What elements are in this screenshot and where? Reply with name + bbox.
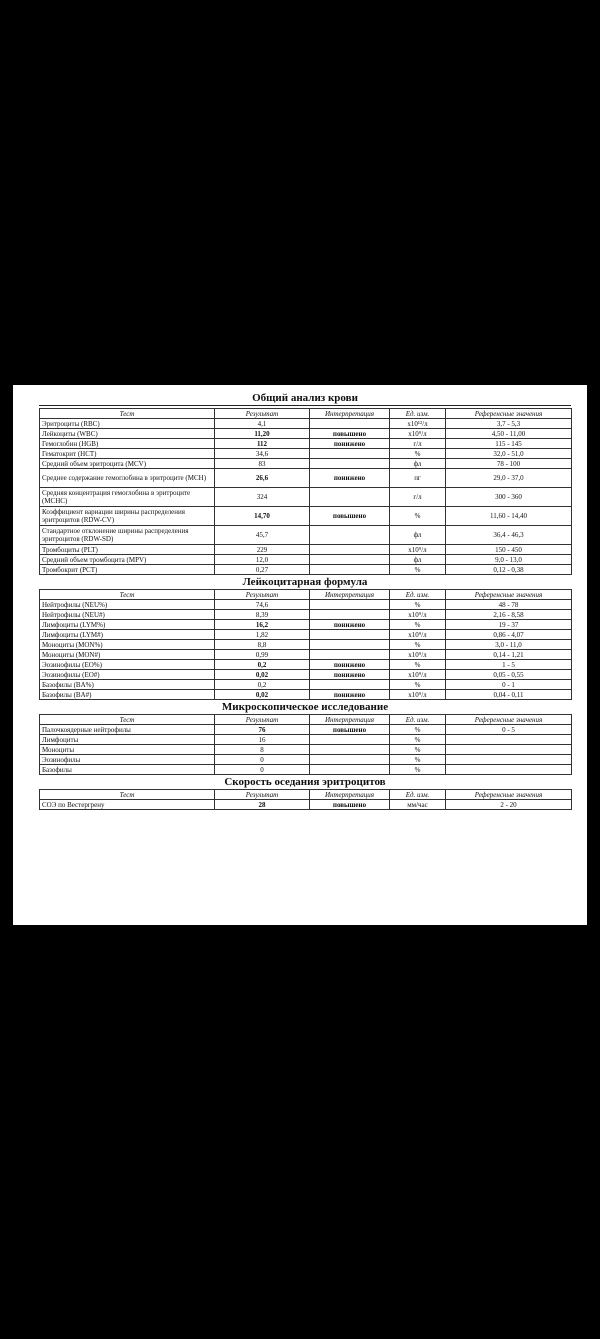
cell-result: 74,6 bbox=[215, 600, 310, 610]
header-ref: Референсные значения bbox=[446, 590, 572, 600]
cell-interp: понижено bbox=[310, 660, 390, 670]
table-row bbox=[40, 630, 572, 640]
cell-interp bbox=[310, 735, 390, 745]
cell-result: 0,02 bbox=[215, 670, 310, 680]
cell-unit: пг bbox=[390, 469, 446, 488]
header-result: Результат bbox=[215, 715, 310, 725]
cell-result: 0,2 bbox=[215, 660, 310, 670]
table-row bbox=[40, 565, 572, 575]
cell-interp bbox=[310, 745, 390, 755]
cell-interp bbox=[310, 565, 390, 575]
cell-ref: 2,16 - 8,58 bbox=[446, 610, 572, 620]
table-row bbox=[40, 745, 572, 755]
cell-unit: х10⁹/л bbox=[390, 650, 446, 660]
cell-unit: г/л bbox=[390, 439, 446, 449]
table-row bbox=[40, 755, 572, 765]
header-test: Тест bbox=[40, 590, 215, 600]
results-table bbox=[39, 789, 572, 810]
lab-report-content bbox=[39, 391, 571, 810]
cell-test: Средний объем тромбоцита (MPV) bbox=[40, 555, 215, 565]
cell-test: Моноциты bbox=[40, 745, 215, 755]
cell-unit: х10⁹/л bbox=[390, 429, 446, 439]
header-unit: Ед. изм. bbox=[390, 409, 446, 419]
cell-test: Базофилы (BA#) bbox=[40, 690, 215, 700]
cell-unit: мм/час bbox=[390, 800, 446, 810]
cell-result: 11,20 bbox=[215, 429, 310, 439]
cell-unit: фл bbox=[390, 459, 446, 469]
cell-result: 4,1 bbox=[215, 419, 310, 429]
cell-ref: 19 - 37 bbox=[446, 620, 572, 630]
cell-unit: х10⁹/л bbox=[390, 630, 446, 640]
cell-result: 324 bbox=[215, 488, 310, 507]
cell-interp: повышено bbox=[310, 725, 390, 735]
table-row bbox=[40, 507, 572, 526]
cell-test: Эозинофилы (EO#) bbox=[40, 670, 215, 680]
cell-test: Средний объем эритроцита (MCV) bbox=[40, 459, 215, 469]
cell-ref: 0 - 1 bbox=[446, 680, 572, 690]
cell-interp bbox=[310, 640, 390, 650]
table-row bbox=[40, 725, 572, 735]
cell-ref bbox=[446, 735, 572, 745]
table-row bbox=[40, 620, 572, 630]
cell-result: 0 bbox=[215, 755, 310, 765]
cell-ref: 0,12 - 0,38 bbox=[446, 565, 572, 575]
cell-interp bbox=[310, 488, 390, 507]
table-row bbox=[40, 449, 572, 459]
cell-unit: % bbox=[390, 725, 446, 735]
lab-report-sheet bbox=[13, 385, 587, 925]
cell-test: Тромбокрит (PCT) bbox=[40, 565, 215, 575]
cell-ref: 150 - 450 bbox=[446, 545, 572, 555]
cell-test: Моноциты (MON#) bbox=[40, 650, 215, 660]
table-row bbox=[40, 429, 572, 439]
cell-ref: 4,50 - 11,00 bbox=[446, 429, 572, 439]
table-row bbox=[40, 680, 572, 690]
cell-ref: 2 - 20 bbox=[446, 800, 572, 810]
table-row bbox=[40, 765, 572, 775]
cell-unit: % bbox=[390, 755, 446, 765]
cell-ref bbox=[446, 745, 572, 755]
cell-interp: понижено bbox=[310, 690, 390, 700]
cell-test: Эозинофилы (EO%) bbox=[40, 660, 215, 670]
cell-result: 16 bbox=[215, 735, 310, 745]
cell-test: СОЭ по Вестергрену bbox=[40, 800, 215, 810]
cell-test: Лимфоциты (LYM#) bbox=[40, 630, 215, 640]
cell-result: 8,39 bbox=[215, 610, 310, 620]
cell-interp bbox=[310, 600, 390, 610]
cell-ref: 78 - 100 bbox=[446, 459, 572, 469]
cell-unit: % bbox=[390, 600, 446, 610]
table-row bbox=[40, 800, 572, 810]
table-row bbox=[40, 610, 572, 620]
cell-interp: повышено bbox=[310, 800, 390, 810]
cell-interp bbox=[310, 449, 390, 459]
header-unit: Ед. изм. bbox=[390, 790, 446, 800]
cell-test: Тромбоциты (PLT) bbox=[40, 545, 215, 555]
header-result: Результат bbox=[215, 590, 310, 600]
table-row bbox=[40, 545, 572, 555]
cell-result: 12,0 bbox=[215, 555, 310, 565]
cell-unit: х10⁹/л bbox=[390, 690, 446, 700]
cell-interp bbox=[310, 419, 390, 429]
cell-result: 0,99 bbox=[215, 650, 310, 660]
cell-interp bbox=[310, 545, 390, 555]
cell-unit: % bbox=[390, 565, 446, 575]
header-row bbox=[40, 409, 572, 419]
cell-ref: 32,0 - 51,0 bbox=[446, 449, 572, 459]
cell-unit: х10⁹/л bbox=[390, 545, 446, 555]
cell-ref bbox=[446, 755, 572, 765]
table-row bbox=[40, 735, 572, 745]
table-row bbox=[40, 526, 572, 545]
cell-unit: фл bbox=[390, 555, 446, 565]
cell-ref: 0 - 5 bbox=[446, 725, 572, 735]
cell-interp: понижено bbox=[310, 620, 390, 630]
cell-interp bbox=[310, 765, 390, 775]
cell-ref: 115 - 145 bbox=[446, 439, 572, 449]
cell-test: Лимфоциты bbox=[40, 735, 215, 745]
section-title: Скорость оседания эритроцитов bbox=[224, 776, 386, 788]
header-interp: Интерпретация bbox=[310, 590, 390, 600]
cell-test: Эритроциты (RBC) bbox=[40, 419, 215, 429]
cell-unit: % bbox=[390, 507, 446, 526]
cell-result: 0,27 bbox=[215, 565, 310, 575]
cell-unit: х10¹²/л bbox=[390, 419, 446, 429]
cell-unit: % bbox=[390, 620, 446, 630]
cell-interp bbox=[310, 610, 390, 620]
cell-ref: 0,05 - 0,55 bbox=[446, 670, 572, 680]
header-row bbox=[40, 590, 572, 600]
table-row bbox=[40, 419, 572, 429]
cell-result: 8,8 bbox=[215, 640, 310, 650]
cell-test: Базофилы bbox=[40, 765, 215, 775]
results-table bbox=[39, 589, 572, 700]
header-row bbox=[40, 715, 572, 725]
cell-result: 76 bbox=[215, 725, 310, 735]
cell-result: 45,7 bbox=[215, 526, 310, 545]
table-row bbox=[40, 670, 572, 680]
cell-interp bbox=[310, 630, 390, 640]
cell-ref: 0,04 - 0,11 bbox=[446, 690, 572, 700]
cell-unit: % bbox=[390, 735, 446, 745]
cell-unit: х10⁹/л bbox=[390, 670, 446, 680]
cell-ref: 36,4 - 46,3 bbox=[446, 526, 572, 545]
cell-unit: х10⁹/л bbox=[390, 610, 446, 620]
title-rule bbox=[39, 405, 571, 406]
cell-interp bbox=[310, 755, 390, 765]
section-title: Общий анализ крови bbox=[252, 392, 358, 404]
cell-ref: 48 - 78 bbox=[446, 600, 572, 610]
header-unit: Ед. изм. bbox=[390, 590, 446, 600]
cell-ref: 9,0 - 13,0 bbox=[446, 555, 572, 565]
cell-test: Базофилы (BA%) bbox=[40, 680, 215, 690]
cell-result: 0,02 bbox=[215, 690, 310, 700]
cell-test: Нейтрофилы (NEU#) bbox=[40, 610, 215, 620]
header-interp: Интерпретация bbox=[310, 790, 390, 800]
cell-test: Коэффициент вариации ширины распределения эритроцитов (RDW-CV) bbox=[40, 507, 215, 526]
section-title: Микроскопическое исследование bbox=[221, 701, 389, 713]
cell-result: 34,6 bbox=[215, 449, 310, 459]
cell-test: Нейтрофилы (NEU%) bbox=[40, 600, 215, 610]
cell-result: 8 bbox=[215, 745, 310, 755]
header-result: Результат bbox=[215, 790, 310, 800]
cell-test: Гематокрит (HCT) bbox=[40, 449, 215, 459]
cell-unit: % bbox=[390, 640, 446, 650]
cell-test: Средняя концентрация гемоглобина в эритроците (MCHC) bbox=[40, 488, 215, 507]
cell-result: 14,70 bbox=[215, 507, 310, 526]
results-table bbox=[39, 714, 572, 775]
cell-result: 83 bbox=[215, 459, 310, 469]
cell-unit: % bbox=[390, 680, 446, 690]
cell-test: Моноциты (MON%) bbox=[40, 640, 215, 650]
cell-interp: повышено bbox=[310, 507, 390, 526]
cell-interp: повышено bbox=[310, 429, 390, 439]
cell-unit: % bbox=[390, 449, 446, 459]
header-test: Тест bbox=[40, 790, 215, 800]
table-row bbox=[40, 488, 572, 507]
table-row bbox=[40, 690, 572, 700]
cell-result: 28 bbox=[215, 800, 310, 810]
cell-test: Среднее содержание гемоглобина в эритроците (MCH) bbox=[40, 469, 215, 488]
cell-ref: 0,14 - 1,21 bbox=[446, 650, 572, 660]
cell-interp bbox=[310, 555, 390, 565]
cell-unit: фл bbox=[390, 526, 446, 545]
cell-ref: 29,0 - 37,0 bbox=[446, 469, 572, 488]
cell-unit: % bbox=[390, 765, 446, 775]
cell-ref: 0,86 - 4,07 bbox=[446, 630, 572, 640]
cell-result: 112 bbox=[215, 439, 310, 449]
cell-interp: понижено bbox=[310, 469, 390, 488]
cell-ref: 1 - 5 bbox=[446, 660, 572, 670]
cell-ref bbox=[446, 765, 572, 775]
header-ref: Референсные значения bbox=[446, 715, 572, 725]
cell-interp bbox=[310, 459, 390, 469]
table-row bbox=[40, 555, 572, 565]
table-row bbox=[40, 600, 572, 610]
cell-result: 26,6 bbox=[215, 469, 310, 488]
cell-interp bbox=[310, 650, 390, 660]
table-row bbox=[40, 439, 572, 449]
table-row bbox=[40, 459, 572, 469]
header-unit: Ед. изм. bbox=[390, 715, 446, 725]
header-interp: Интерпретация bbox=[310, 715, 390, 725]
header-result: Результат bbox=[215, 409, 310, 419]
cell-result: 229 bbox=[215, 545, 310, 555]
cell-test: Лимфоциты (LYM%) bbox=[40, 620, 215, 630]
cell-test: Палочкоядерные нейтрофилы bbox=[40, 725, 215, 735]
table-row bbox=[40, 660, 572, 670]
header-test: Тест bbox=[40, 715, 215, 725]
section-title: Лейкоцитарная формула bbox=[242, 576, 368, 588]
cell-test: Лейкоциты (WBC) bbox=[40, 429, 215, 439]
cell-test: Эозинофилы bbox=[40, 755, 215, 765]
header-ref: Референсные значения bbox=[446, 409, 572, 419]
cell-result: 0,2 bbox=[215, 680, 310, 690]
header-row bbox=[40, 790, 572, 800]
table-row bbox=[40, 469, 572, 488]
cell-interp bbox=[310, 680, 390, 690]
cell-interp: понижено bbox=[310, 439, 390, 449]
cell-unit: % bbox=[390, 745, 446, 755]
cell-result: 1,82 bbox=[215, 630, 310, 640]
table-row bbox=[40, 650, 572, 660]
cell-test: Гемоглобин (HGB) bbox=[40, 439, 215, 449]
cell-ref: 3,7 - 5,3 bbox=[446, 419, 572, 429]
header-interp: Интерпретация bbox=[310, 409, 390, 419]
header-ref: Референсные значения bbox=[446, 790, 572, 800]
cell-result: 0 bbox=[215, 765, 310, 775]
cell-unit: г/л bbox=[390, 488, 446, 507]
table-row bbox=[40, 640, 572, 650]
cell-test: Стандартное отклонение ширины распределения эритроцитов (RDW-SD) bbox=[40, 526, 215, 545]
header-test: Тест bbox=[40, 409, 215, 419]
cell-result: 16,2 bbox=[215, 620, 310, 630]
cell-unit: % bbox=[390, 660, 446, 670]
cell-ref: 3,0 - 11,0 bbox=[446, 640, 572, 650]
cell-interp: понижено bbox=[310, 670, 390, 680]
cell-interp bbox=[310, 526, 390, 545]
cell-ref: 300 - 360 bbox=[446, 488, 572, 507]
cell-ref: 11,60 - 14,40 bbox=[446, 507, 572, 526]
results-table bbox=[39, 408, 572, 575]
